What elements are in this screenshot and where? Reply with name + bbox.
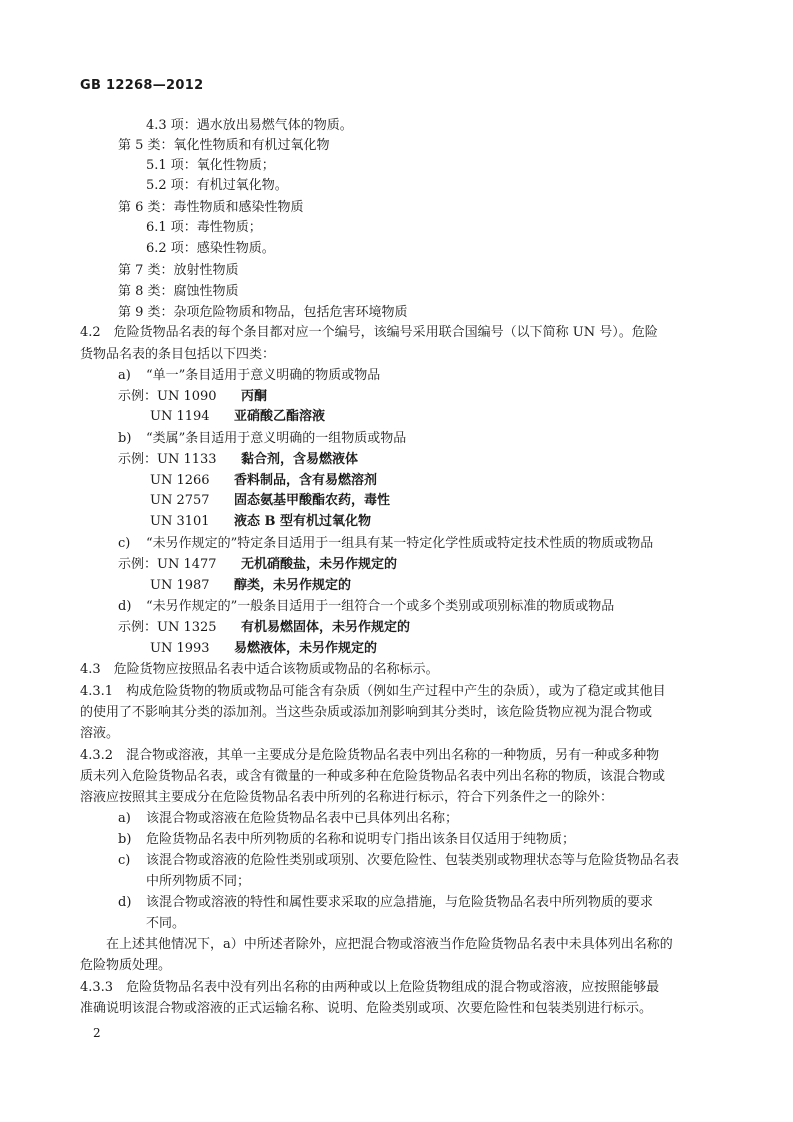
example-row: [150, 639, 377, 659]
entry-d: [118, 597, 614, 617]
condition-item: [118, 851, 679, 871]
section-4-2-line1: 4.2 危险货物品名表的每个条目都对应一个编号，该编号采用联合国编号（以下简称 UN 号）。危险: [80, 325, 658, 340]
division-5-2: 5.2 项：有机过氧化物。: [146, 178, 288, 193]
section-4-3-2-after-line2: 危险物质处理。: [80, 958, 172, 973]
un-code: UN 1133: [157, 452, 217, 467]
section-4-3-1-line1: 4.3.1 构成危险货物的物质或物品可能含有杂质（例如生产过程中产生的杂质），或为了稳定或其他目: [80, 684, 666, 699]
condition-marker: b): [118, 832, 132, 847]
substance-name: 易燃液体，未另作规定的: [234, 641, 378, 656]
un-code: UN 3101: [150, 514, 210, 529]
example-row: [118, 618, 410, 638]
standard-number-header: GB 12268—2012: [80, 78, 204, 93]
example-label: 示例：: [118, 620, 158, 635]
entry-c: [118, 534, 653, 554]
example-row: [150, 407, 325, 427]
example-row: [118, 450, 358, 470]
section-4-3-3-line1: 4.3.3 危险货物品名表中没有列出名称的由两种或以上危险货物组成的混合物或溶液，应按照能够最: [80, 980, 660, 995]
condition-marker: c): [118, 853, 131, 868]
example-row: [150, 491, 390, 511]
condition-marker: a): [118, 811, 131, 826]
example-label: 示例：: [118, 389, 158, 404]
substance-name: 黏合剂，含易燃液体: [241, 452, 359, 467]
un-code: UN 1993: [150, 641, 210, 656]
un-code: UN 1266: [150, 473, 210, 488]
un-code: UN 1194: [150, 409, 210, 424]
class-5: 第 5 类：氧化性物质和有机过氧化物: [118, 138, 330, 153]
entry-b-marker: b): [118, 431, 132, 446]
division-6-1: 6.1 项：毒性物质；: [146, 220, 262, 235]
un-code: UN 1090: [157, 389, 217, 404]
class-6: 第 6 类：毒性物质和感染性物质: [118, 200, 304, 215]
division-6-2: 6.2 项：感染性物质。: [146, 241, 275, 256]
condition-text: 该混合物或溶液的特性和属性要求采取的应急措施，与危险货物品名表中所列物质的要求: [146, 895, 654, 910]
substance-name: 无机硝酸盐，未另作规定的: [241, 557, 398, 572]
section-4-3-1-line2: 的使用了不影响其分类的添加剂。当这些杂质或添加剂影响到其分类时，该危险货物应视为混合物或: [80, 705, 653, 720]
substance-name: 固态氨基甲酸酯农药，毒性: [234, 493, 391, 508]
example-label: 示例：: [118, 557, 158, 572]
section-4-3-2-line3: 溶液应按照其主要成分在危险货物品名表中所列的名称进行标示，符合下列条件之一的除外：: [80, 790, 614, 805]
class-7: 第 7 类：放射性物质: [118, 263, 239, 278]
entry-c-text: “未另作规定的”特定条目适用于一组具有某一特定化学性质或特定技术性质的物质或物品: [146, 536, 654, 551]
un-code: UN 1477: [157, 557, 217, 572]
page-number: 2: [93, 1026, 101, 1040]
section-4-3: 4.3 危险货物应按照品名表中适合该物质或物品的名称标示。: [80, 662, 439, 677]
condition-text-continued: 不同。: [146, 916, 186, 931]
condition-item: [118, 809, 458, 829]
condition-marker: d): [118, 895, 132, 910]
example-row: [118, 555, 397, 575]
un-code: UN 2757: [150, 493, 210, 508]
class-8: 第 8 类：腐蚀性物质: [118, 284, 239, 299]
section-4-2-line2: 货物品名表的条目包括以下四类：: [80, 347, 276, 362]
division-5-1: 5.1 项：氧化性物质；: [146, 158, 275, 173]
division-4-3: 4.3 项：遇水放出易燃气体的物质。: [146, 118, 353, 133]
example-label: 示例：: [118, 452, 158, 467]
condition-item: [118, 893, 653, 913]
section-4-3-2-line2: 质未列入危险货物品名表，或含有微量的一种或多种在危险货物品名表中列出名称的物质，该混合物或: [80, 769, 666, 784]
example-row: [150, 512, 371, 532]
section-4-3-2-line1: 4.3.2 混合物或溶液，其单一主要成分是危险货物品名表中列出名称的一种物质，另有一种或多种物: [80, 748, 660, 763]
entry-a-marker: a): [118, 368, 131, 383]
condition-item: [118, 830, 575, 850]
section-4-3-3-line2: 准确说明该混合物或溶液的正式运输名称、说明、危险类别或项、次要危险性和包装类别进行标示。: [80, 1001, 653, 1016]
class-9: 第 9 类：杂项危险物质和物品，包括危害环境物质: [118, 305, 408, 320]
substance-name: 有机易燃固体，未另作规定的: [241, 620, 411, 635]
condition-text: 该混合物或溶液的危险性类别或项别、次要危险性、包装类别或物理状态等与危险货物品名表: [146, 853, 680, 868]
substance-name: 香料制品，含有易燃溶剂: [234, 473, 378, 488]
section-4-3-2-after-line1: 在上述其他情况下，a）中所述者除外，应把混合物或溶液当作危险货物品名表中未具体列出名称的: [106, 937, 673, 952]
entry-a: [118, 366, 380, 386]
entry-b-text: “类属”条目适用于意义明确的一组物质或物品: [146, 431, 407, 446]
entry-d-marker: d): [118, 599, 132, 614]
un-code: UN 1325: [157, 620, 217, 635]
condition-text: 该混合物或溶液在危险货物品名表中已具体列出名称；: [146, 811, 459, 826]
entry-a-text: “单一”条目适用于意义明确的物质或物品: [146, 368, 381, 383]
condition-text-continued: 中所列物质不同；: [146, 874, 251, 889]
example-row: [118, 387, 267, 407]
entry-d-text: “未另作规定的”一般条目适用于一组符合一个或多个类别或项别标准的物质或物品: [146, 599, 615, 614]
substance-name: 亚硝酸乙酯溶液: [234, 409, 326, 424]
un-code: UN 1987: [150, 578, 210, 593]
substance-name: 醇类，未另作规定的: [234, 578, 352, 593]
example-row: [150, 576, 351, 596]
condition-text: 危险货物品名表中所列物质的名称和说明专门指出该条目仅适用于纯物质；: [146, 832, 576, 847]
entry-b: [118, 429, 406, 449]
substance-name: 液态 B 型有机过氧化物: [234, 514, 372, 529]
substance-name: 丙酮: [241, 389, 268, 404]
example-row: [150, 471, 377, 491]
entry-c-marker: c): [118, 536, 131, 551]
section-4-3-1-line3: 溶液。: [80, 726, 120, 741]
